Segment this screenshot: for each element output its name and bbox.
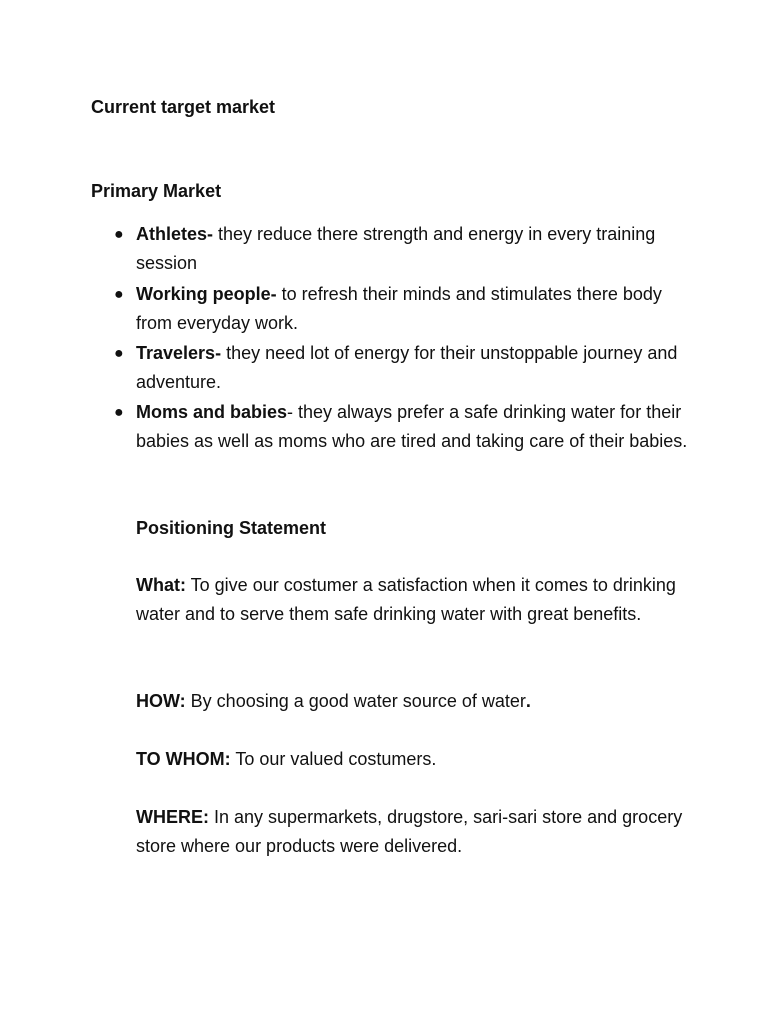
- bullet-term: Athletes-: [136, 224, 214, 244]
- how-end: .: [525, 691, 531, 711]
- positioning-what: [136, 571, 706, 629]
- bullet-term: Working people-: [136, 284, 277, 304]
- primary-market-list: [0, 220, 768, 456]
- to-whom-text: To our valued costumers.: [230, 749, 437, 769]
- list-item: [0, 280, 768, 338]
- list-item: [0, 398, 768, 456]
- list-item: [0, 339, 768, 397]
- bullet-icon: ●: [114, 345, 124, 362]
- bullet-text: - they always prefer a safe drinking water for their babies as well as moms who are tired and taking care of their babies.: [136, 402, 688, 451]
- bullet-text: they reduce there strength and energy in every training session: [136, 224, 656, 273]
- what-text: To give our costumer a satisfaction when it comes to drinking water and to serve them safe drinking water with great benefits.: [136, 575, 676, 624]
- bullet-text: to refresh their minds and stimulates there body from everyday work.: [136, 284, 662, 333]
- bullet-icon: ●: [114, 226, 124, 243]
- positioning-where: [136, 803, 706, 861]
- bullet-term: Moms and babies: [136, 402, 288, 422]
- list-item: [0, 220, 768, 278]
- where-label: WHERE:: [136, 807, 209, 827]
- how-text: By choosing a good water source of water: [185, 691, 526, 711]
- what-label: What:: [136, 575, 186, 595]
- primary-market-heading: Primary Market: [91, 181, 222, 201]
- where-text: In any supermarkets, drugstore, sari-sari store and grocery store where our products were delivered.: [136, 807, 683, 856]
- to-whom-label: TO WHOM:: [136, 749, 231, 769]
- bullet-icon: ●: [114, 286, 124, 303]
- positioning-how: [136, 687, 706, 716]
- bullet-icon: ●: [114, 404, 124, 421]
- how-label: HOW:: [136, 691, 186, 711]
- bullet-text: they need lot of energy for their unstoppable journey and adventure.: [136, 343, 678, 392]
- document-title: Current target market: [91, 97, 276, 117]
- bullet-term: Travelers-: [136, 343, 222, 363]
- positioning-to-whom: [136, 745, 706, 774]
- positioning-heading: Positioning Statement: [136, 518, 327, 538]
